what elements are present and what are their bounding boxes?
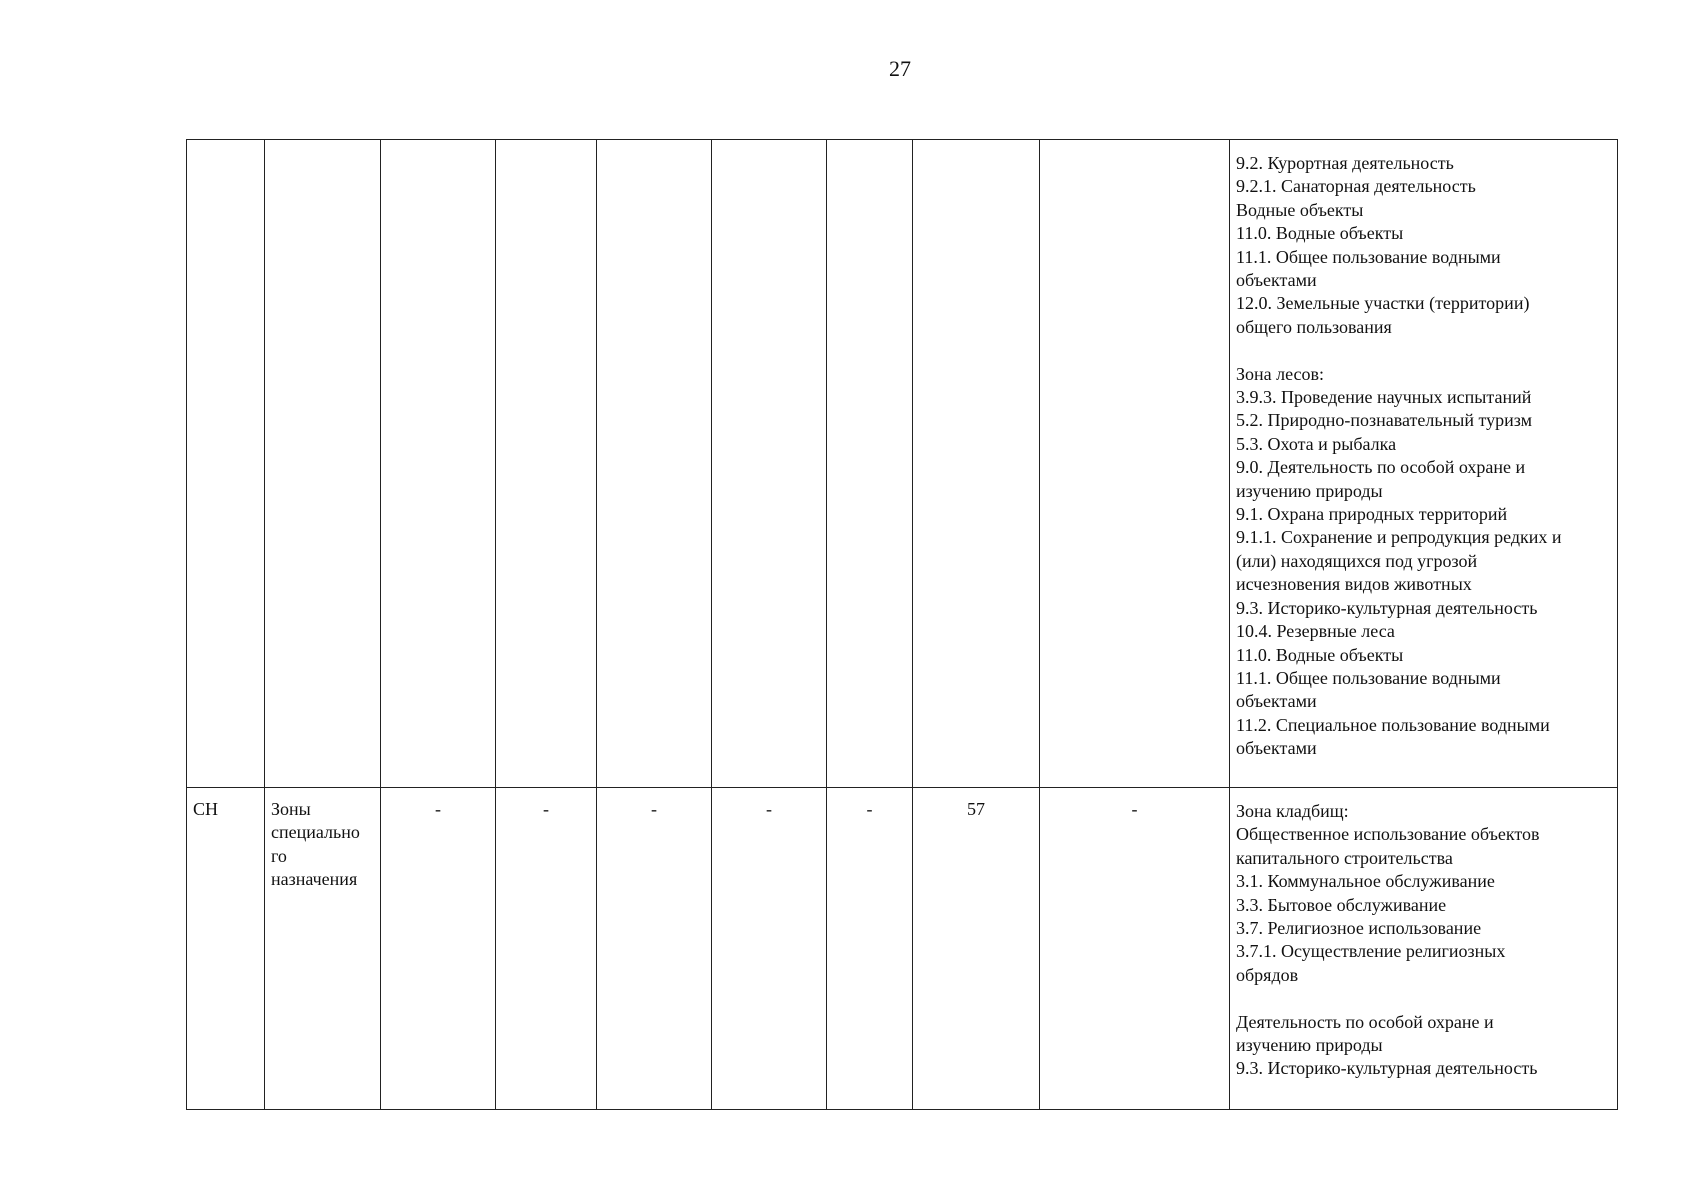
use-line-heading: Зона лесов: xyxy=(1236,363,1325,384)
use-line: Общественное использование объектов xyxy=(1236,824,1540,845)
cell-permitted-uses xyxy=(1230,140,1618,788)
use-line: исчезновения видов животных xyxy=(1236,574,1472,595)
use-line: изучению природы xyxy=(1236,1035,1383,1056)
use-line: 3.7. Религиозное использование xyxy=(1236,918,1482,939)
use-line: 11.1. Общее пользование водными xyxy=(1236,246,1501,267)
use-line: 11.0. Водные объекты xyxy=(1236,644,1404,665)
cell-code: СН xyxy=(187,788,265,1110)
use-line: обрядов xyxy=(1236,964,1299,985)
use-line: 11.0. Водные объекты xyxy=(1236,223,1404,244)
use-line: 3.3. Бытовое обслуживание xyxy=(1236,894,1447,915)
cell-value xyxy=(827,140,913,788)
use-line: 11.2. Специальное пользование водными xyxy=(1236,714,1550,735)
cell-value: 57 xyxy=(913,788,1040,1110)
page-number: 27 xyxy=(889,56,911,81)
cell-zone-name xyxy=(265,140,381,788)
use-line: 3.7.1. Осуществление религиозных xyxy=(1236,941,1506,962)
cell-value: - xyxy=(597,788,712,1110)
use-line: 3.9.3. Проведение научных испытаний xyxy=(1236,387,1532,408)
use-line: 9.3. Историко-культурная деятельность xyxy=(1236,597,1538,618)
use-line: Водные объекты xyxy=(1236,199,1364,220)
cell-permitted-uses xyxy=(1230,788,1618,1110)
cell-value: - xyxy=(712,788,827,1110)
use-line: 9.2.1. Санаторная деятельность xyxy=(1236,176,1476,197)
use-line: изучению природы xyxy=(1236,480,1383,501)
cell-value xyxy=(597,140,712,788)
table-row-ch xyxy=(187,788,1618,1110)
use-line: 10.4. Резервные леса xyxy=(1236,621,1395,642)
zone-name-line: го xyxy=(271,845,287,866)
cell-value: - xyxy=(1040,788,1230,1110)
zone-name-line: Зоны xyxy=(271,799,311,819)
cell-value xyxy=(913,140,1040,788)
use-line: 11.1. Общее пользование водными xyxy=(1236,667,1501,688)
use-line: 3.1. Коммунальное обслуживание xyxy=(1236,871,1495,892)
cell-zone-name xyxy=(265,788,381,1110)
use-line: 12.0. Земельные участки (территории) xyxy=(1236,293,1530,314)
use-line: общего пользования xyxy=(1236,316,1392,337)
cell-value: - xyxy=(827,788,913,1110)
use-line: Деятельность по особой охране и xyxy=(1236,1011,1494,1032)
use-line: капитального строительства xyxy=(1236,847,1453,868)
cell-value xyxy=(381,140,496,788)
use-line-blank xyxy=(1236,987,1611,1010)
cell-code xyxy=(187,140,265,788)
cell-value xyxy=(496,140,597,788)
zone-name-line: специально xyxy=(271,822,360,843)
table-row-continuation xyxy=(187,140,1618,788)
cell-value xyxy=(1040,140,1230,788)
use-line: объектами xyxy=(1236,270,1317,291)
use-line: 5.2. Природно-познавательный туризм xyxy=(1236,410,1532,431)
use-line-blank xyxy=(1236,339,1611,362)
cell-value: - xyxy=(381,788,496,1110)
zoning-table xyxy=(186,139,1618,1110)
use-line: объектами xyxy=(1236,738,1317,759)
use-line: объектами xyxy=(1236,691,1317,712)
use-line: 9.1. Охрана природных территорий xyxy=(1236,504,1508,525)
use-line: (или) находящихся под угрозой xyxy=(1236,550,1478,571)
use-line: 9.3. Историко-культурная деятельность xyxy=(1236,1058,1538,1079)
cell-value xyxy=(712,140,827,788)
use-line: 5.3. Охота и рыбалка xyxy=(1236,433,1397,454)
use-line: 9.2. Курортная деятельность xyxy=(1236,153,1454,173)
zone-name-line: назначения xyxy=(271,869,358,890)
cell-value: - xyxy=(496,788,597,1110)
use-line-heading: Зона кладбищ: xyxy=(1236,801,1349,821)
use-line: 9.1.1. Сохранение и репродукция редких и xyxy=(1236,527,1562,548)
use-line: 9.0. Деятельность по особой охране и xyxy=(1236,457,1526,478)
